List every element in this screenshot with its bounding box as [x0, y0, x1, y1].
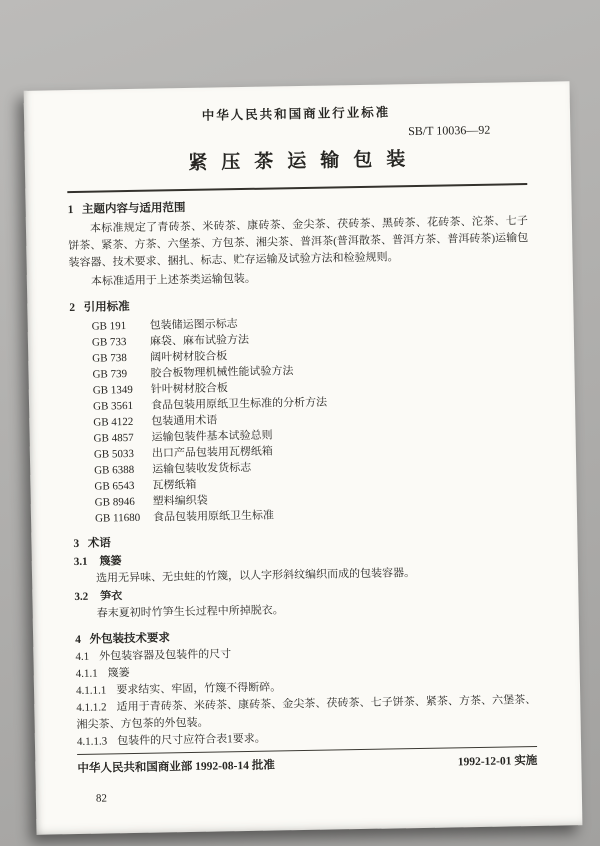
- reference-code: GB 6543: [94, 479, 135, 493]
- clause-text: 外包装容器及包装件的尺寸: [99, 648, 232, 663]
- reference-title: 塑料编织袋: [152, 494, 208, 508]
- reference-code: GB 3561: [92, 399, 134, 413]
- clause-number: 4.1: [75, 650, 90, 664]
- reference-code: GB 1349: [92, 383, 133, 397]
- clause-text: 要求结实、牢固，竹篾不得断碎。: [116, 681, 282, 697]
- section-4-heading: 4 外包装技术要求: [75, 632, 171, 647]
- term-definition: 选用无异味、无虫蛀的竹篾，以人字形斜纹编织而成的包装容器。: [95, 567, 416, 585]
- reference-title: 瓦楞纸箱: [152, 478, 197, 492]
- reference-title: 食品包装用原纸卫生标准的分析方法: [150, 396, 328, 412]
- page-footer: [77, 746, 538, 805]
- clause-number: 4.1.1.1: [75, 684, 107, 697]
- reference-code: GB 8946: [94, 495, 135, 509]
- footer-row: [77, 752, 537, 776]
- reference-code: GB 4857: [93, 431, 134, 445]
- section-1-paragraph-2: 本标准适用于上述茶类运输包装。: [90, 272, 256, 288]
- reference-title: 食品包装用原纸卫生标准: [152, 509, 275, 524]
- clause-number: 4.1.1: [75, 667, 98, 680]
- page-content: [24, 81, 583, 834]
- reference-title: 麻袋、麻布试验方法: [149, 333, 250, 348]
- clause-number: 4.1.1.2: [76, 701, 107, 714]
- term-name: 篾篓: [99, 555, 122, 568]
- implementation-note: 1992-12-01 实施: [457, 754, 538, 769]
- reference-list: [92, 311, 534, 527]
- page-number: 82: [95, 792, 108, 805]
- term-name: 笋衣: [100, 590, 123, 603]
- term-number: 3.2: [74, 590, 89, 604]
- reference-title: 出口产品包装用瓦楞纸箱: [151, 445, 273, 460]
- document-title: 紧压茶运输包装: [188, 148, 420, 174]
- clause-text: 适用于青砖茶、米砖茶、康砖茶、金尖茶、茯砖茶、七子饼茶、紧茶、方茶、六堡茶、湘尖茶、方包茶的外包装。: [76, 693, 537, 731]
- reference-code: GB 5033: [93, 447, 135, 461]
- term-definition: 春末夏初时竹笋生长过程中所掉脱衣。: [96, 604, 284, 620]
- reference-code: GB 733: [91, 336, 127, 349]
- reference-code: GB 191: [91, 320, 127, 333]
- section-1-heading: 1 主题内容与适用范围: [67, 202, 186, 217]
- clause-text: 篾篓: [107, 667, 130, 680]
- reference-title: 阔叶树材胶合板: [150, 350, 228, 364]
- reference-title: 运输包装件基本试验总则: [151, 429, 273, 444]
- section-2-heading: 2 引用标准: [69, 301, 130, 315]
- reference-code: GB 6388: [94, 463, 135, 477]
- reference-title: 运输包装收发货标志: [152, 461, 252, 476]
- document-page: [24, 81, 583, 834]
- header-rule: [67, 183, 527, 193]
- reference-code: GB 738: [92, 352, 127, 365]
- section-1-paragraph-1: 本标准规定了青砖茶、米砖茶、康砖茶、金尖茶、茯砖茶、黑砖茶、花砖茶、沱茶、七子饼茶、紧茶、方茶、六堡茶、方包茶、湘尖茶、普洱茶(普洱散茶、普洱方茶、普洱砖茶)运输包装容器、技术要求、捆扎、标志、贮存运输及试验方法和检验规则。: [68, 215, 529, 270]
- reference-code: GB 739: [92, 368, 128, 381]
- reference-code: GB 11680: [94, 511, 141, 525]
- standard-org-line: 中华人民共和国商业行业标准: [201, 105, 391, 123]
- section-3-heading: 3 术语: [73, 537, 111, 551]
- reference-title: 针叶树材胶合板: [150, 382, 228, 396]
- reference-title: 胶合板物理机械性能试验方法: [150, 365, 294, 380]
- standard-code: SB/T 10036—92: [408, 122, 491, 139]
- reference-title: 包装储运图示标志: [149, 318, 238, 332]
- reference-title: 包装通用术语: [151, 414, 218, 428]
- clause-text: 包装件的尺寸应符合表1要求。: [117, 732, 266, 748]
- approval-note: 中华人民共和国商业部 1992-08-14 批准: [77, 759, 275, 775]
- clause-number: 4.1.1.3: [76, 735, 108, 748]
- reference-code: GB 4122: [93, 415, 134, 429]
- term-number: 3.1: [73, 555, 88, 569]
